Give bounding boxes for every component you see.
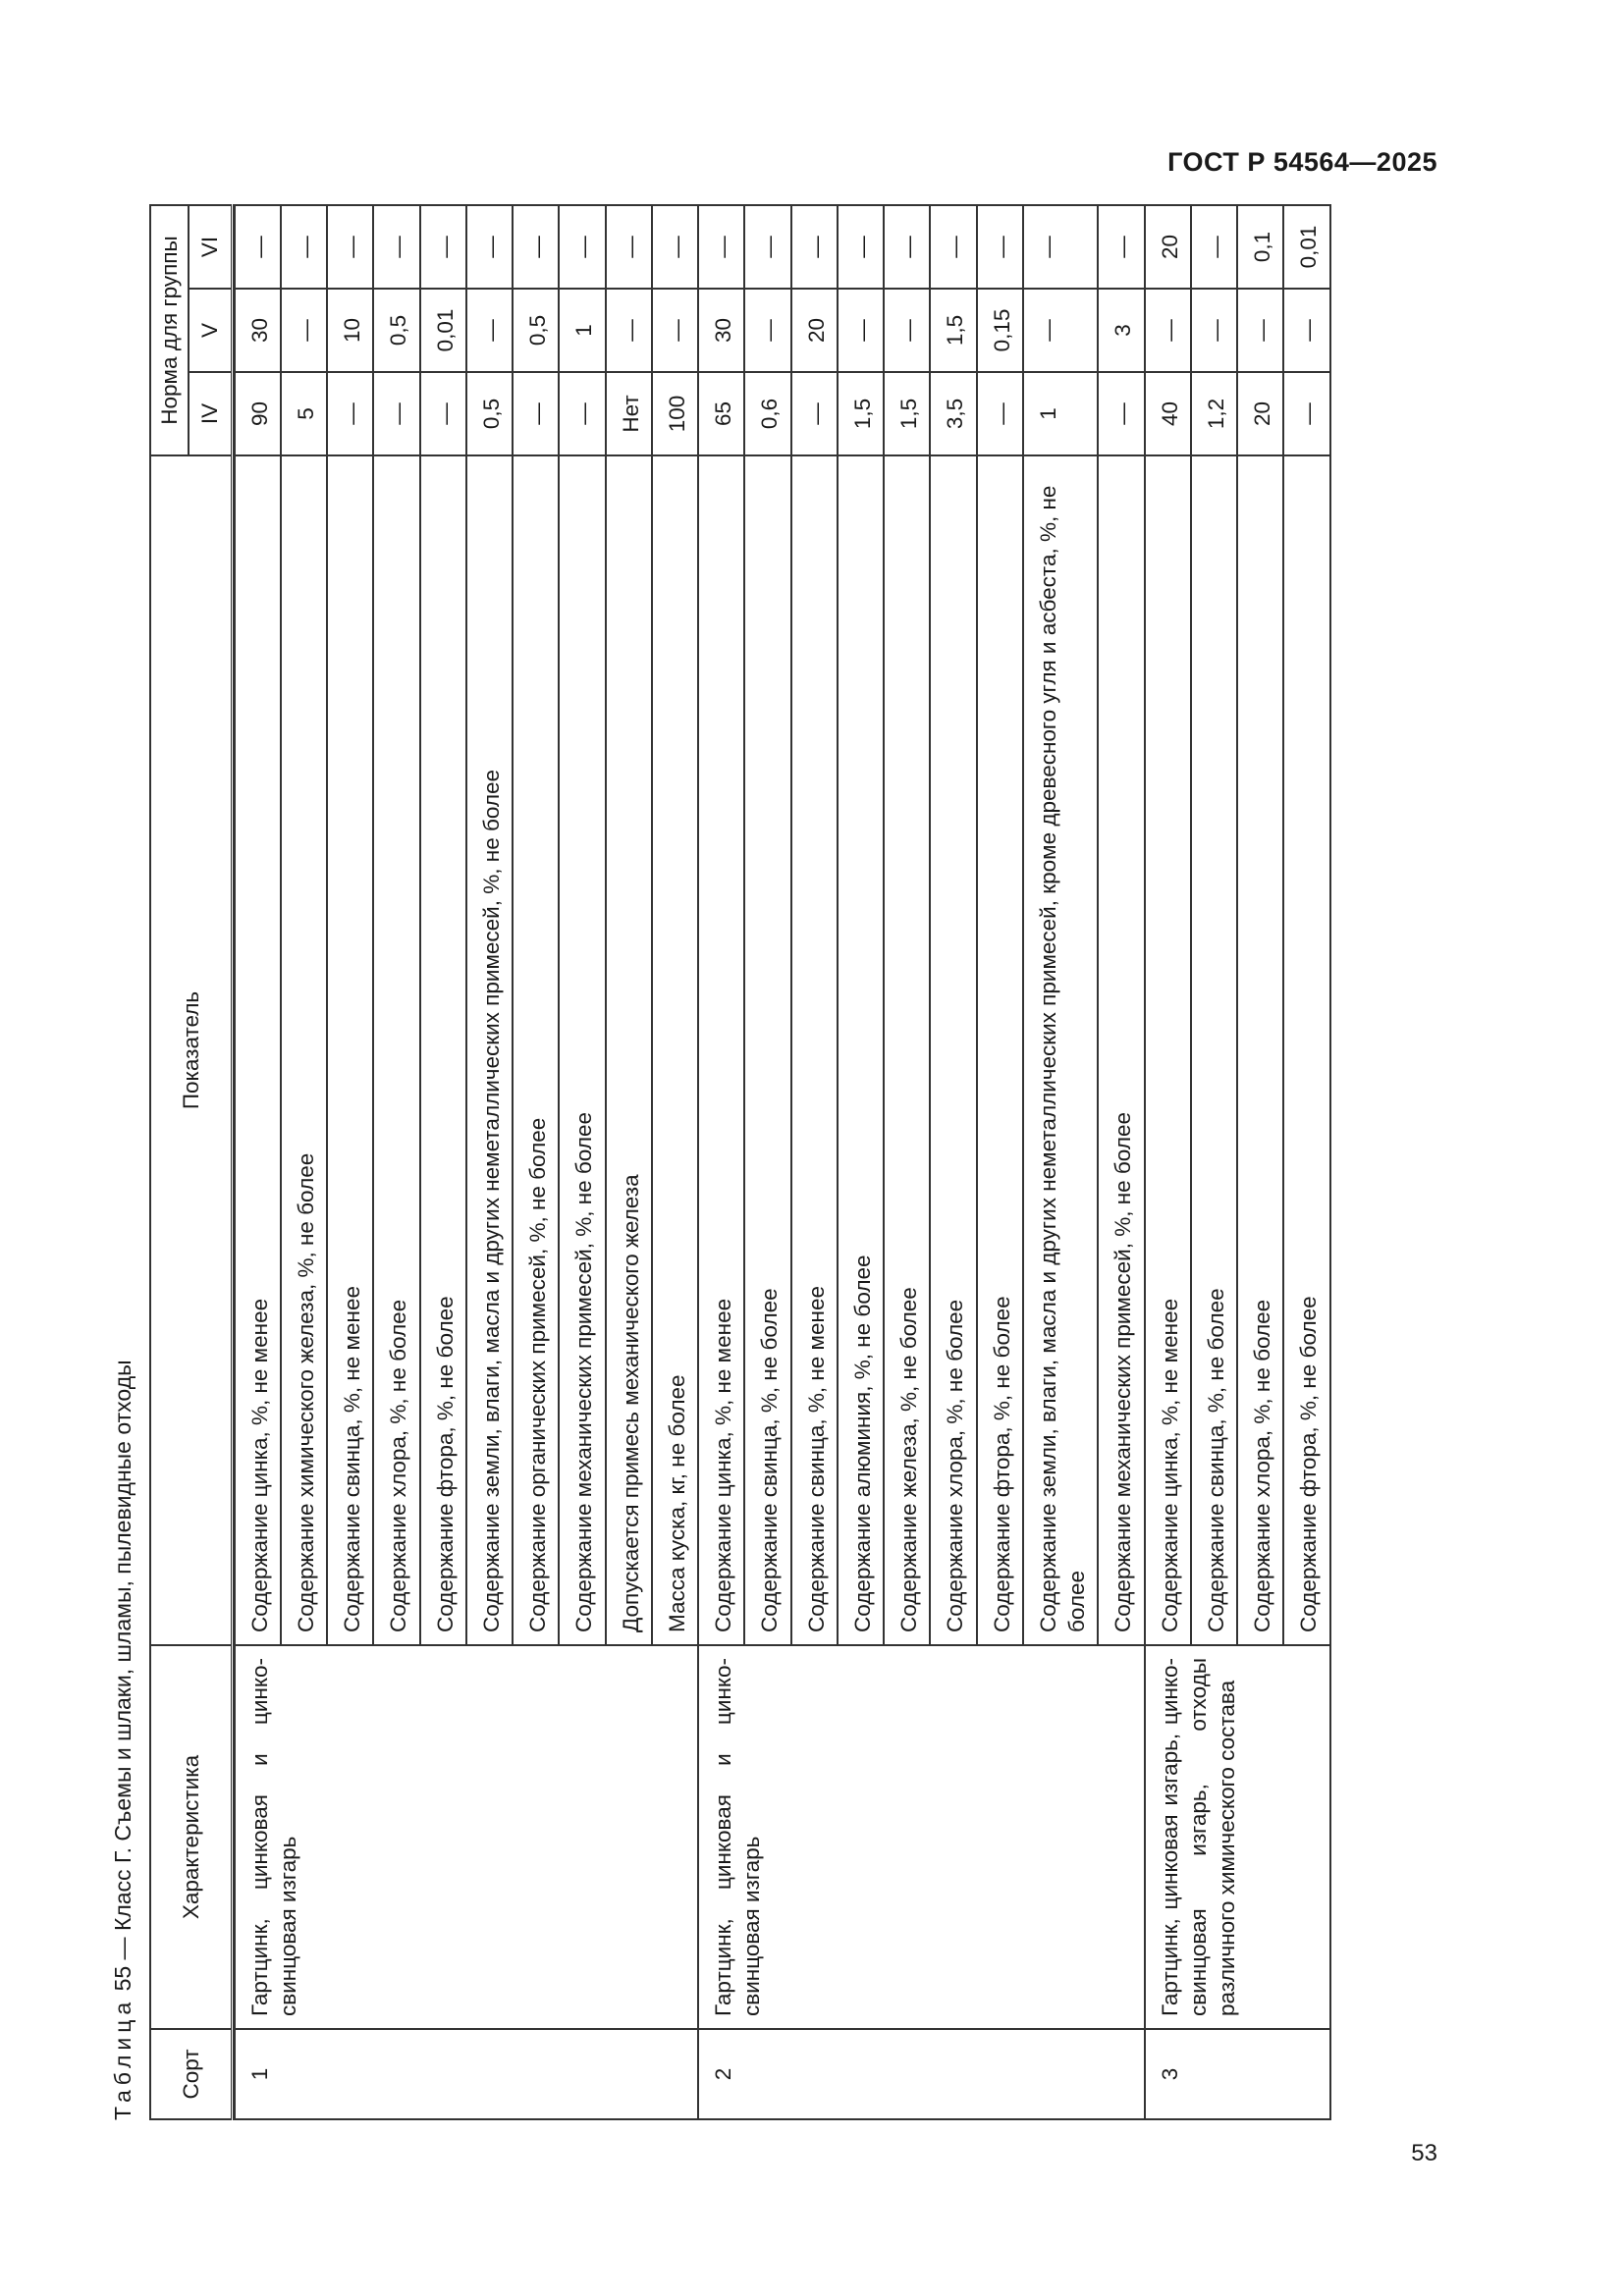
indicator-cell: Содержание механических примесей, %, не более xyxy=(559,455,605,1645)
norm-iv-cell: 40 xyxy=(1145,372,1191,455)
norm-iv-cell: 1 xyxy=(1023,372,1099,455)
header-indicator: Показатель xyxy=(150,455,232,1645)
norm-vi-cell: — xyxy=(373,205,419,289)
norm-v-cell: — xyxy=(838,289,884,372)
indicator-cell: Допускается примесь механического железа xyxy=(606,455,652,1645)
characteristic-cell: Гартцинк, цинковая изгарь, цинко-свинцовая изгарь, отходы различного химического состава xyxy=(1145,1645,1330,2029)
norm-vi-cell: — xyxy=(977,205,1023,289)
norm-vi-cell: — xyxy=(744,205,790,289)
header-group-iv: IV xyxy=(189,372,232,455)
indicator-cell: Содержание цинка, %, не менее xyxy=(1145,455,1191,1645)
norm-iv-cell: — xyxy=(977,372,1023,455)
norm-iv-cell: 5 xyxy=(281,372,327,455)
table-row xyxy=(235,205,281,2119)
norm-v-cell: — xyxy=(1237,289,1283,372)
norm-vi-cell: — xyxy=(420,205,466,289)
norm-v-cell: 0,15 xyxy=(977,289,1023,372)
norm-vi-cell: — xyxy=(884,205,930,289)
norm-iv-cell: — xyxy=(1283,372,1329,455)
norm-v-cell: — xyxy=(466,289,513,372)
norm-vi-cell: — xyxy=(838,205,884,289)
indicator-cell: Содержание свинца, %, не более xyxy=(1191,455,1237,1645)
indicator-cell: Масса куска, кг, не более xyxy=(652,455,698,1645)
table-caption xyxy=(108,206,149,2120)
norm-vi-cell: 20 xyxy=(1145,205,1191,289)
norm-vi-cell: — xyxy=(930,205,976,289)
table-body xyxy=(235,205,1330,2119)
indicator-cell: Содержание хлора, %, не более xyxy=(1237,455,1283,1645)
norm-vi-cell: — xyxy=(1191,205,1237,289)
norm-iv-cell: Нет xyxy=(606,372,652,455)
data-table xyxy=(149,204,1331,2120)
norm-iv-cell: — xyxy=(327,372,373,455)
page-number: 53 xyxy=(1411,2140,1437,2166)
caption-word: Таблица xyxy=(110,1997,135,2120)
header-group-v: V xyxy=(189,289,232,372)
norm-v-cell: 0,5 xyxy=(513,289,559,372)
norm-v-cell: — xyxy=(1145,289,1191,372)
norm-v-cell: 1 xyxy=(559,289,605,372)
norm-v-cell: 0,5 xyxy=(373,289,419,372)
characteristic-cell: Гартцинк, цинковая и цинко-свинцовая изгарь xyxy=(235,1645,699,2029)
norm-iv-cell: 0,5 xyxy=(466,372,513,455)
norm-iv-cell: 1,5 xyxy=(884,372,930,455)
norm-iv-cell: 1,2 xyxy=(1191,372,1237,455)
norm-vi-cell: — xyxy=(606,205,652,289)
norm-vi-cell: 0,1 xyxy=(1237,205,1283,289)
sort-cell: 1 xyxy=(235,2029,699,2119)
indicator-cell: Содержание алюминия, %, не более xyxy=(838,455,884,1645)
norm-v-cell: 1,5 xyxy=(930,289,976,372)
norm-iv-cell: — xyxy=(513,372,559,455)
norm-v-cell: — xyxy=(606,289,652,372)
indicator-cell: Содержание цинка, %, не менее xyxy=(235,455,281,1645)
indicator-cell: Содержание хлора, %, не более xyxy=(930,455,976,1645)
header-group-norm: Норма для группы xyxy=(150,205,189,455)
indicator-cell: Содержание фтора, %, не более xyxy=(1283,455,1329,1645)
norm-iv-cell: 65 xyxy=(698,372,744,455)
norm-vi-cell: — xyxy=(652,205,698,289)
norm-iv-cell: — xyxy=(373,372,419,455)
norm-v-cell: 3 xyxy=(1098,289,1144,372)
characteristic-cell: Гартцинк, цинковая и цинко-свинцовая изгарь xyxy=(698,1645,1145,2029)
norm-vi-cell: — xyxy=(698,205,744,289)
norm-v-cell: — xyxy=(1283,289,1329,372)
norm-v-cell: — xyxy=(1191,289,1237,372)
header-sort: Сорт xyxy=(150,2029,232,2119)
norm-vi-cell: — xyxy=(1098,205,1144,289)
norm-v-cell: — xyxy=(281,289,327,372)
indicator-cell: Содержание земли, влаги, масла и других неметаллических примесей, %, не более xyxy=(466,455,513,1645)
table-header xyxy=(150,205,235,2119)
sort-cell: 3 xyxy=(1145,2029,1330,2119)
indicator-cell: Содержание свинца, %, не менее xyxy=(791,455,838,1645)
norm-iv-cell: 3,5 xyxy=(930,372,976,455)
norm-iv-cell: — xyxy=(791,372,838,455)
norm-v-cell: 30 xyxy=(698,289,744,372)
rotated-table-container xyxy=(108,206,1453,2120)
indicator-cell: Содержание железа, %, не более xyxy=(884,455,930,1645)
norm-vi-cell: — xyxy=(281,205,327,289)
norm-vi-cell: — xyxy=(559,205,605,289)
norm-vi-cell: — xyxy=(327,205,373,289)
norm-iv-cell: 1,5 xyxy=(838,372,884,455)
norm-v-cell: 30 xyxy=(235,289,281,372)
indicator-cell: Содержание свинца, %, не более xyxy=(744,455,790,1645)
norm-vi-cell: — xyxy=(1023,205,1099,289)
norm-vi-cell: — xyxy=(791,205,838,289)
indicator-cell: Содержание цинка, %, не менее xyxy=(698,455,744,1645)
indicator-cell: Содержание органических примесей, %, не более xyxy=(513,455,559,1645)
standard-designation: ГОСТ Р 54564—2025 xyxy=(1167,147,1437,177)
header-group-vi: VI xyxy=(189,205,232,289)
norm-iv-cell: 20 xyxy=(1237,372,1283,455)
norm-vi-cell: — xyxy=(235,205,281,289)
indicator-cell: Содержание свинца, %, не менее xyxy=(327,455,373,1645)
norm-vi-cell: 0,01 xyxy=(1283,205,1329,289)
indicator-cell: Содержание химического железа, %, не более xyxy=(281,455,327,1645)
norm-v-cell: 0,01 xyxy=(420,289,466,372)
indicator-cell: Содержание земли, влаги, масла и других неметаллических примесей, кроме древесного угля и асбеста, %, не более xyxy=(1023,455,1099,1645)
norm-vi-cell: — xyxy=(513,205,559,289)
norm-v-cell: 10 xyxy=(327,289,373,372)
norm-vi-cell: — xyxy=(466,205,513,289)
indicator-cell: Содержание фтора, %, не более xyxy=(420,455,466,1645)
indicator-cell: Содержание хлора, %, не более xyxy=(373,455,419,1645)
table-row xyxy=(1145,205,1191,2119)
norm-iv-cell: 100 xyxy=(652,372,698,455)
norm-iv-cell: 0,6 xyxy=(744,372,790,455)
norm-iv-cell: — xyxy=(559,372,605,455)
norm-iv-cell: — xyxy=(420,372,466,455)
norm-v-cell: 20 xyxy=(791,289,838,372)
norm-iv-cell: — xyxy=(1098,372,1144,455)
norm-v-cell: — xyxy=(744,289,790,372)
table-row xyxy=(698,205,744,2119)
norm-v-cell: — xyxy=(1023,289,1099,372)
norm-v-cell: — xyxy=(884,289,930,372)
sort-cell: 2 xyxy=(698,2029,1145,2119)
indicator-cell: Содержание фтора, %, не более xyxy=(977,455,1023,1645)
caption-text: 55 — Класс Г. Съемы и шлаки, шламы, пылевидные отходы xyxy=(110,1360,135,1992)
header-characteristic: Характеристика xyxy=(150,1645,232,2029)
norm-iv-cell: 90 xyxy=(235,372,281,455)
norm-v-cell: — xyxy=(652,289,698,372)
indicator-cell: Содержание механических примесей, %, не более xyxy=(1098,455,1144,1645)
